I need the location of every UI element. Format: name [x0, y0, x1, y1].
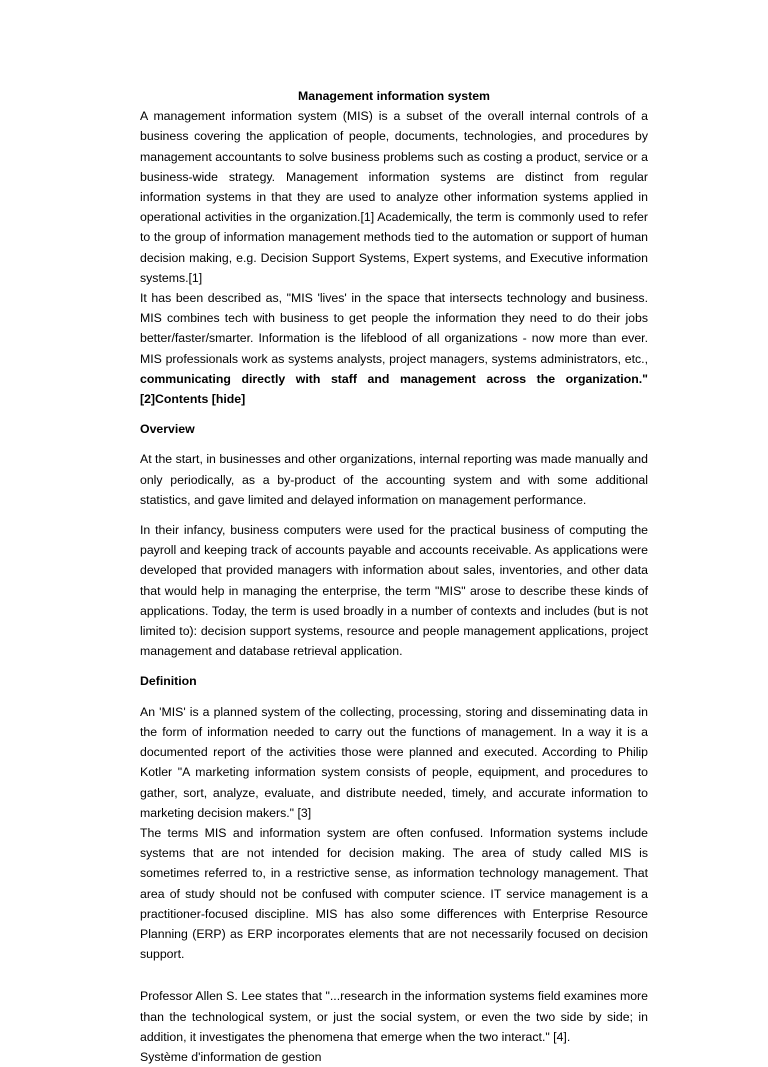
document-title: Management information system: [297, 89, 490, 103]
intro-paragraph-2-text: It has been described as, "MIS 'lives' in the space that intersects technology and business. MIS combines tech with business to get people the information they need to do their jobs better/faster/smarter. Information is the lifeblood of all organizations - now more than ever. MIS professionals work as systems analysts, project managers, systems administrators, etc.,: [140, 291, 648, 366]
intro-paragraph-2: [140, 288, 648, 409]
definition-paragraph-1: An 'MIS' is a planned system of the collecting, processing, storing and disseminating data in the form of information needed to carry out the functions of management. In a way it is a documented report of the activities those were planned and executed. According to Philip Kotler "A marketing information system consists of people, equipment, and procedures to gather, sort, analyze, evaluate, and distribute needed, timely, and accurate information to marketing decision makers." [3]: [140, 704, 648, 820]
document-body: [140, 86, 648, 1067]
definition-heading: Definition: [140, 674, 197, 689]
definition-paragraph-2: The terms MIS and information system are often confused. Information systems include systems that are not intended for decision making. The area of study called MIS is sometimes referred to, in a restrictive sense, as information technology management. That area of study should not be confused with computer science. IT service management is a practitioner-focused discipline. MIS has also some differences with Enterprise Resource Planning (ERP) as ERP incorporates elements that are not necessarily focused on decision support.: [140, 825, 648, 962]
intro-paragraph-2-bold: communicating directly with staff and management across the organization." [2]Contents [hide]: [140, 371, 648, 407]
overview-paragraph-2: In their infancy, business computers were used for the practical business of computing the payroll and keeping track of accounts payable and accounts receivable. As applications were developed that provided managers with information about sales, inventories, and other data that would help in managing the enterprise, the term "MIS" arose to describe these kinds of applications. Today, the term is used broadly in a number of contexts and includes (but is not limited to): decision support systems, resource and people management applications, project management and database retrieval application.: [140, 523, 648, 659]
lee-paragraph: Professor Allen S. Lee states that "...research in the information systems field examines more than the technological system, or just the social system, or even the two side by side; in addition, it investigates the phenomena that emerge when the two interact." [4].: [140, 989, 648, 1044]
intro-paragraph-1: A management information system (MIS) is a subset of the overall internal controls of a business covering the application of people, documents, technologies, and procedures by management accountants to solve business problems such as costing a product, service or a business-wide strategy. Management information systems are distinct from regular information systems in that they are used to analyze other information systems applied in operational activities in the organization.[1] Academically, the term is commonly used to refer to the group of information management methods tied to the automation or support of human decision making, e.g. Decision Support Systems, Expert systems, and Executive information systems.[1]: [140, 109, 648, 285]
overview-heading: Overview: [140, 422, 195, 437]
french-title-line: Système d'information de gestion: [140, 1049, 322, 1064]
overview-paragraph-1: At the start, in businesses and other organizations, internal reporting was made manually and only periodically, as a by-product of the accounting system and with some additional statistics, and gave limited and delayed information on management performance.: [140, 452, 648, 507]
